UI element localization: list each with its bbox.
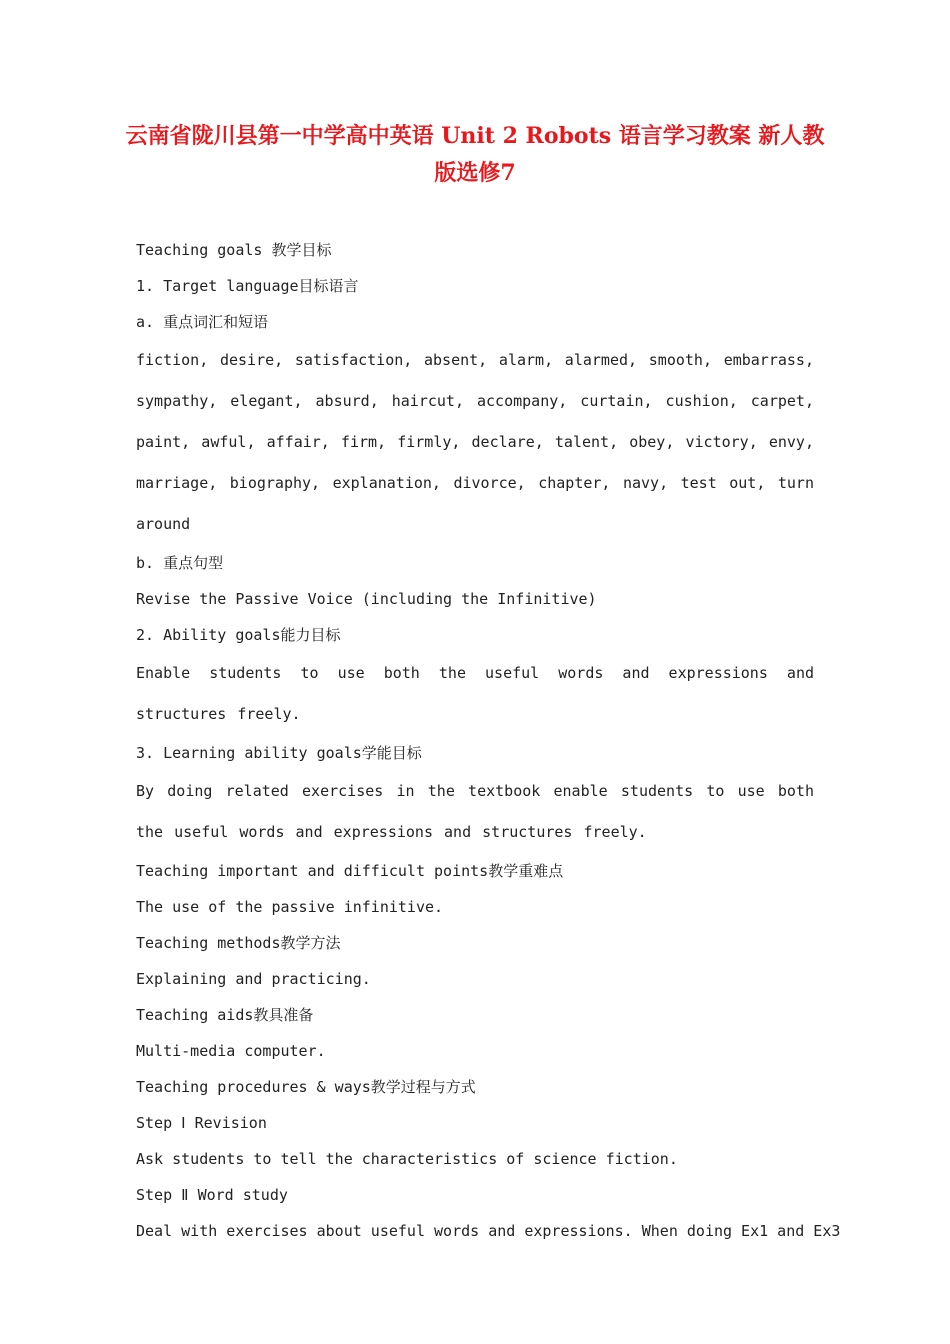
- heading-target-language: 1. Target language目标语言: [136, 277, 359, 295]
- step-1-text: Ask students to tell the characteristics of science fiction.: [136, 1150, 678, 1168]
- heading-teaching-procedures: Teaching procedures & ways教学过程与方式: [136, 1078, 476, 1096]
- heading-ability-goals: 2. Ability goals能力目标: [136, 626, 341, 644]
- passive-voice-text: Revise the Passive Voice (including the Infinitive): [136, 590, 597, 608]
- step-2-text: Deal with exercises about useful words and expressions. When doing Ex1 and Ex3: [136, 1222, 841, 1240]
- heading-step-1: Step Ⅰ Revision: [136, 1114, 267, 1132]
- teaching-aids-text: Multi-media computer.: [136, 1042, 326, 1060]
- vocabulary-list: fiction, desire, satisfaction, absent, alarm, alarmed, smooth, embarrass, sympathy, elegant, absurd, haircut, accompany, curtain, cushion, carpet, paint, awful, affair, firm, firmly, declare, talent, obey, victory, envy, marriage, biography, explanation, divorce, chapter, navy, test out, turn around: [136, 351, 814, 533]
- document-body: [136, 232, 841, 1249]
- heading-teaching-aids: Teaching aids教具准备: [136, 1006, 314, 1024]
- heading-teaching-goals: Teaching goals 教学目标: [136, 241, 332, 259]
- teaching-methods-text: Explaining and practicing.: [136, 970, 371, 988]
- heading-key-sentences: b. 重点句型: [136, 554, 224, 572]
- document-title: 云南省陇川县第一中学高中英语 Unit 2 Robots 语言学习教案 新人教版选修7: [125, 123, 825, 186]
- ability-goals-text: Enable students to use both the useful words and expressions and structures freely.: [136, 664, 814, 723]
- heading-learning-goals: 3. Learning ability goals学能目标: [136, 744, 422, 762]
- heading-step-2: Step Ⅱ Word study: [136, 1186, 288, 1204]
- important-points-text: The use of the passive infinitive.: [136, 898, 444, 916]
- heading-key-vocabulary: a. 重点词汇和短语: [136, 313, 269, 331]
- learning-goals-text: By doing related exercises in the textbook enable students to use both the useful words and expressions and structures freely.: [136, 782, 814, 841]
- heading-teaching-methods: Teaching methods教学方法: [136, 934, 341, 952]
- heading-important-points: Teaching important and difficult points教学重难点: [136, 862, 564, 880]
